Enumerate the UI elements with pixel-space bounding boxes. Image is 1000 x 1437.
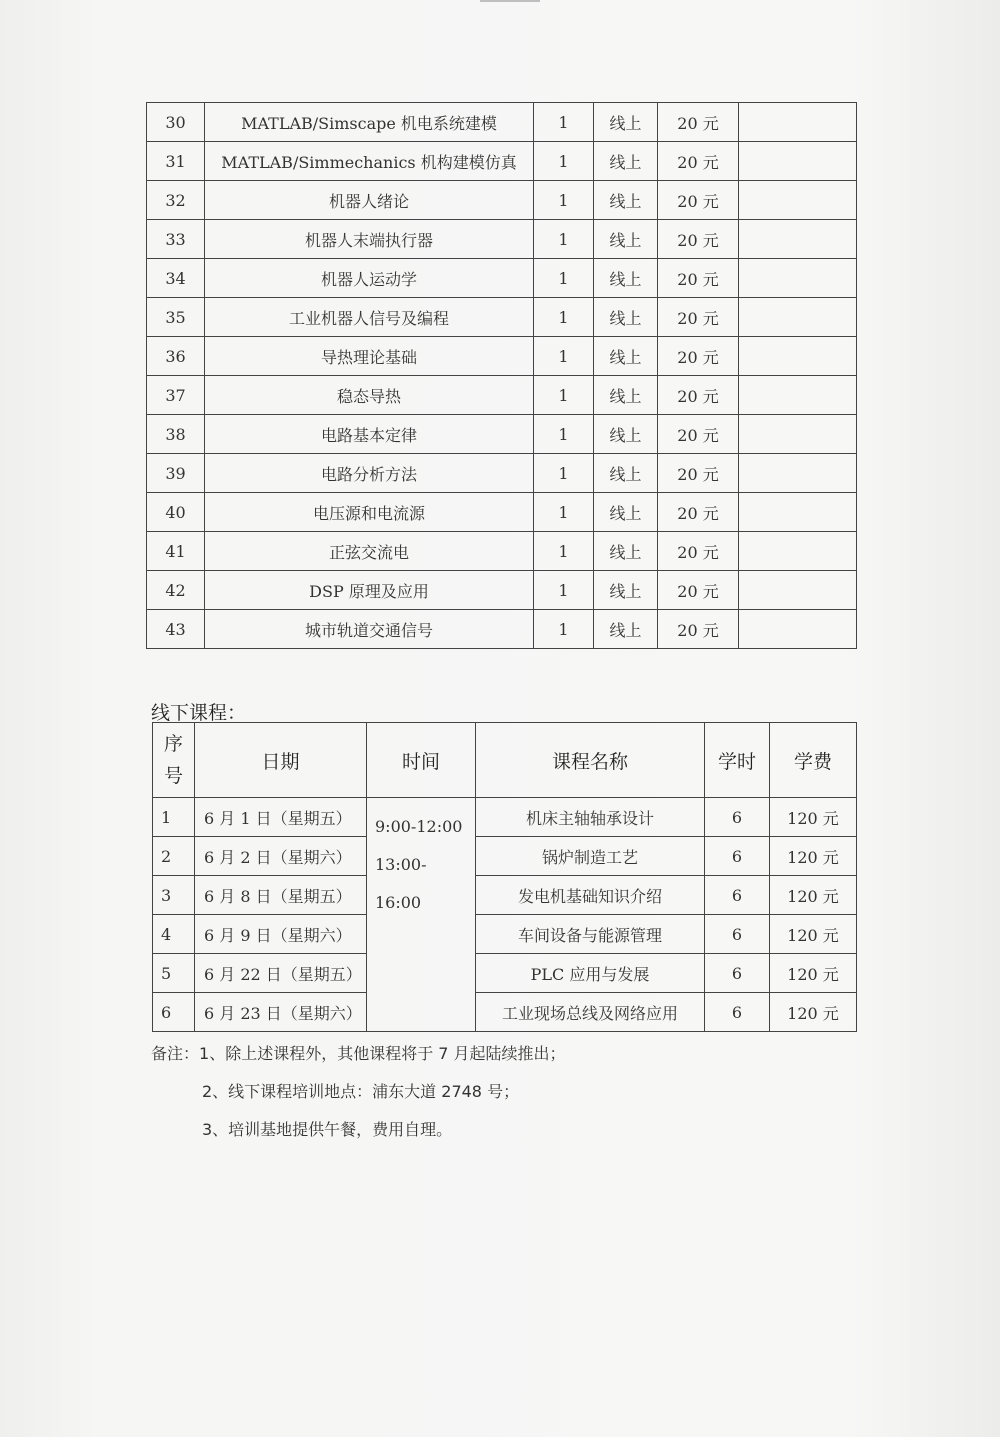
- row-fee: 120 元: [770, 915, 857, 954]
- course-hours: 1: [534, 142, 594, 181]
- table-row: [153, 954, 857, 993]
- course-name: 电压源和电流源: [205, 493, 534, 532]
- table-row: [147, 103, 857, 142]
- course-fee: 20 元: [658, 532, 739, 571]
- course-fee: 20 元: [658, 571, 739, 610]
- course-name: MATLAB/Simscape 机电系统建模: [205, 103, 534, 142]
- course-number: 42: [147, 571, 205, 610]
- course-hours: 1: [534, 181, 594, 220]
- table-row: [147, 610, 857, 649]
- course-number: 40: [147, 493, 205, 532]
- note-line-2: [151, 1078, 566, 1116]
- course-hours: 1: [534, 454, 594, 493]
- blank-cell: [739, 220, 857, 259]
- course-name: 工业机器人信号及编程: [205, 298, 534, 337]
- table-row: [147, 532, 857, 571]
- row-date: 6 月 23 日（星期六）: [195, 993, 367, 1032]
- row-number: 2: [153, 837, 195, 876]
- row-course: 车间设备与能源管理: [476, 915, 705, 954]
- header-serial: [153, 723, 195, 798]
- page-edge-line: [480, 0, 540, 2]
- course-hours: 1: [534, 298, 594, 337]
- course-name: DSP 原理及应用: [205, 571, 534, 610]
- note-line-1: [151, 1040, 566, 1078]
- course-fee: 20 元: [658, 610, 739, 649]
- table-row: [147, 493, 857, 532]
- course-number: 39: [147, 454, 205, 493]
- table-row: [147, 298, 857, 337]
- course-mode: 线上: [594, 298, 658, 337]
- table-row: [153, 798, 857, 837]
- time-line: 9:00-12:00: [375, 817, 463, 836]
- header-hours: 学时: [705, 723, 770, 798]
- course-fee: 20 元: [658, 298, 739, 337]
- course-name: 正弦交流电: [205, 532, 534, 571]
- course-hours: 1: [534, 337, 594, 376]
- course-name: MATLAB/Simmechanics 机构建模仿真: [205, 142, 534, 181]
- course-number: 38: [147, 415, 205, 454]
- table-row: [147, 571, 857, 610]
- course-hours: 1: [534, 220, 594, 259]
- table-row: [153, 876, 857, 915]
- course-fee: 20 元: [658, 181, 739, 220]
- course-number: 43: [147, 610, 205, 649]
- course-name: 城市轨道交通信号: [205, 610, 534, 649]
- row-hours: 6: [705, 798, 770, 837]
- header-time: 时间: [367, 723, 476, 798]
- table-row: [147, 142, 857, 181]
- notes-prefix: 备注：: [151, 1044, 200, 1063]
- blank-cell: [739, 142, 857, 181]
- course-fee: 20 元: [658, 220, 739, 259]
- row-date: 6 月 8 日（星期五）: [195, 876, 367, 915]
- course-name: 机器人运动学: [205, 259, 534, 298]
- table-row: [153, 915, 857, 954]
- course-hours: 1: [534, 532, 594, 571]
- table-row: [147, 454, 857, 493]
- row-fee: 120 元: [770, 954, 857, 993]
- row-hours: 6: [705, 837, 770, 876]
- blank-cell: [739, 376, 857, 415]
- row-course: 锅炉制造工艺: [476, 837, 705, 876]
- course-name: 稳态导热: [205, 376, 534, 415]
- course-fee: 20 元: [658, 493, 739, 532]
- offline-course-table: [152, 722, 857, 1032]
- table-row: [153, 993, 857, 1032]
- blank-cell: [739, 571, 857, 610]
- course-hours: 1: [534, 571, 594, 610]
- course-name: 机器人末端执行器: [205, 220, 534, 259]
- course-number: 37: [147, 376, 205, 415]
- course-mode: 线上: [594, 376, 658, 415]
- course-mode: 线上: [594, 220, 658, 259]
- course-hours: 1: [534, 415, 594, 454]
- course-fee: 20 元: [658, 103, 739, 142]
- blank-cell: [739, 103, 857, 142]
- course-hours: 1: [534, 493, 594, 532]
- blank-cell: [739, 181, 857, 220]
- table-row: [147, 337, 857, 376]
- header-course: 课程名称: [476, 723, 705, 798]
- row-course: 机床主轴轴承设计: [476, 798, 705, 837]
- course-hours: 1: [534, 610, 594, 649]
- note-item: 3、培训基地提供午餐，费用自理。: [202, 1120, 453, 1139]
- row-date: 6 月 9 日（星期六）: [195, 915, 367, 954]
- course-number: 35: [147, 298, 205, 337]
- row-number: 6: [153, 993, 195, 1032]
- course-number: 31: [147, 142, 205, 181]
- course-number: 36: [147, 337, 205, 376]
- table-row: [147, 259, 857, 298]
- course-number: 30: [147, 103, 205, 142]
- course-mode: 线上: [594, 103, 658, 142]
- time-line: 16:00: [375, 893, 422, 912]
- note-item: 1、除上述课程外，其他课程将于 7 月起陆续推出；: [199, 1044, 566, 1063]
- course-fee: 20 元: [658, 415, 739, 454]
- row-date: 6 月 1 日（星期五）: [195, 798, 367, 837]
- row-number: 1: [153, 798, 195, 837]
- row-hours: 6: [705, 915, 770, 954]
- header-date: 日期: [195, 723, 367, 798]
- table-row: [153, 837, 857, 876]
- course-mode: 线上: [594, 337, 658, 376]
- header-serial-2: 号: [163, 765, 183, 787]
- row-number: 4: [153, 915, 195, 954]
- row-course: 工业现场总线及网络应用: [476, 993, 705, 1032]
- blank-cell: [739, 415, 857, 454]
- row-fee: 120 元: [770, 837, 857, 876]
- course-fee: 20 元: [658, 454, 739, 493]
- time-line: 13:00-: [375, 855, 427, 874]
- course-fee: 20 元: [658, 337, 739, 376]
- course-mode: 线上: [594, 454, 658, 493]
- course-mode: 线上: [594, 415, 658, 454]
- row-hours: 6: [705, 876, 770, 915]
- course-mode: 线上: [594, 571, 658, 610]
- course-fee: 20 元: [658, 142, 739, 181]
- course-hours: 1: [534, 103, 594, 142]
- blank-cell: [739, 259, 857, 298]
- course-fee: 20 元: [658, 259, 739, 298]
- offline-header-row: [153, 723, 857, 798]
- course-mode: 线上: [594, 142, 658, 181]
- blank-cell: [739, 298, 857, 337]
- row-hours: 6: [705, 993, 770, 1032]
- course-mode: 线上: [594, 181, 658, 220]
- row-hours: 6: [705, 954, 770, 993]
- online-course-table: [146, 102, 857, 649]
- offline-heading: 线下课程：: [151, 702, 247, 724]
- course-hours: 1: [534, 259, 594, 298]
- blank-cell: [739, 454, 857, 493]
- row-course: 发电机基础知识介绍: [476, 876, 705, 915]
- header-fee: 学费: [770, 723, 857, 798]
- course-mode: 线上: [594, 259, 658, 298]
- course-number: 33: [147, 220, 205, 259]
- blank-cell: [739, 532, 857, 571]
- row-fee: 120 元: [770, 798, 857, 837]
- table-row: [147, 181, 857, 220]
- course-name: 电路分析方法: [205, 454, 534, 493]
- row-date: 6 月 2 日（星期六）: [195, 837, 367, 876]
- blank-cell: [739, 493, 857, 532]
- course-mode: 线上: [594, 493, 658, 532]
- course-mode: 线上: [594, 610, 658, 649]
- course-number: 32: [147, 181, 205, 220]
- course-name: 电路基本定律: [205, 415, 534, 454]
- blank-cell: [739, 610, 857, 649]
- time-cell: [367, 798, 476, 1032]
- row-number: 5: [153, 954, 195, 993]
- row-number: 3: [153, 876, 195, 915]
- course-mode: 线上: [594, 532, 658, 571]
- header-serial-1: 序: [163, 733, 183, 755]
- row-fee: 120 元: [770, 993, 857, 1032]
- course-hours: 1: [534, 376, 594, 415]
- course-name: 导热理论基础: [205, 337, 534, 376]
- notes: [151, 1040, 566, 1154]
- course-number: 41: [147, 532, 205, 571]
- table-row: [147, 415, 857, 454]
- course-name: 机器人绪论: [205, 181, 534, 220]
- row-fee: 120 元: [770, 876, 857, 915]
- table-row: [147, 220, 857, 259]
- table-row: [147, 376, 857, 415]
- row-course: PLC 应用与发展: [476, 954, 705, 993]
- course-number: 34: [147, 259, 205, 298]
- blank-cell: [739, 337, 857, 376]
- course-fee: 20 元: [658, 376, 739, 415]
- note-item: 2、线下课程培训地点：浦东大道 2748 号；: [202, 1082, 520, 1101]
- row-date: 6 月 22 日（星期五）: [195, 954, 367, 993]
- note-line-3: [151, 1116, 566, 1154]
